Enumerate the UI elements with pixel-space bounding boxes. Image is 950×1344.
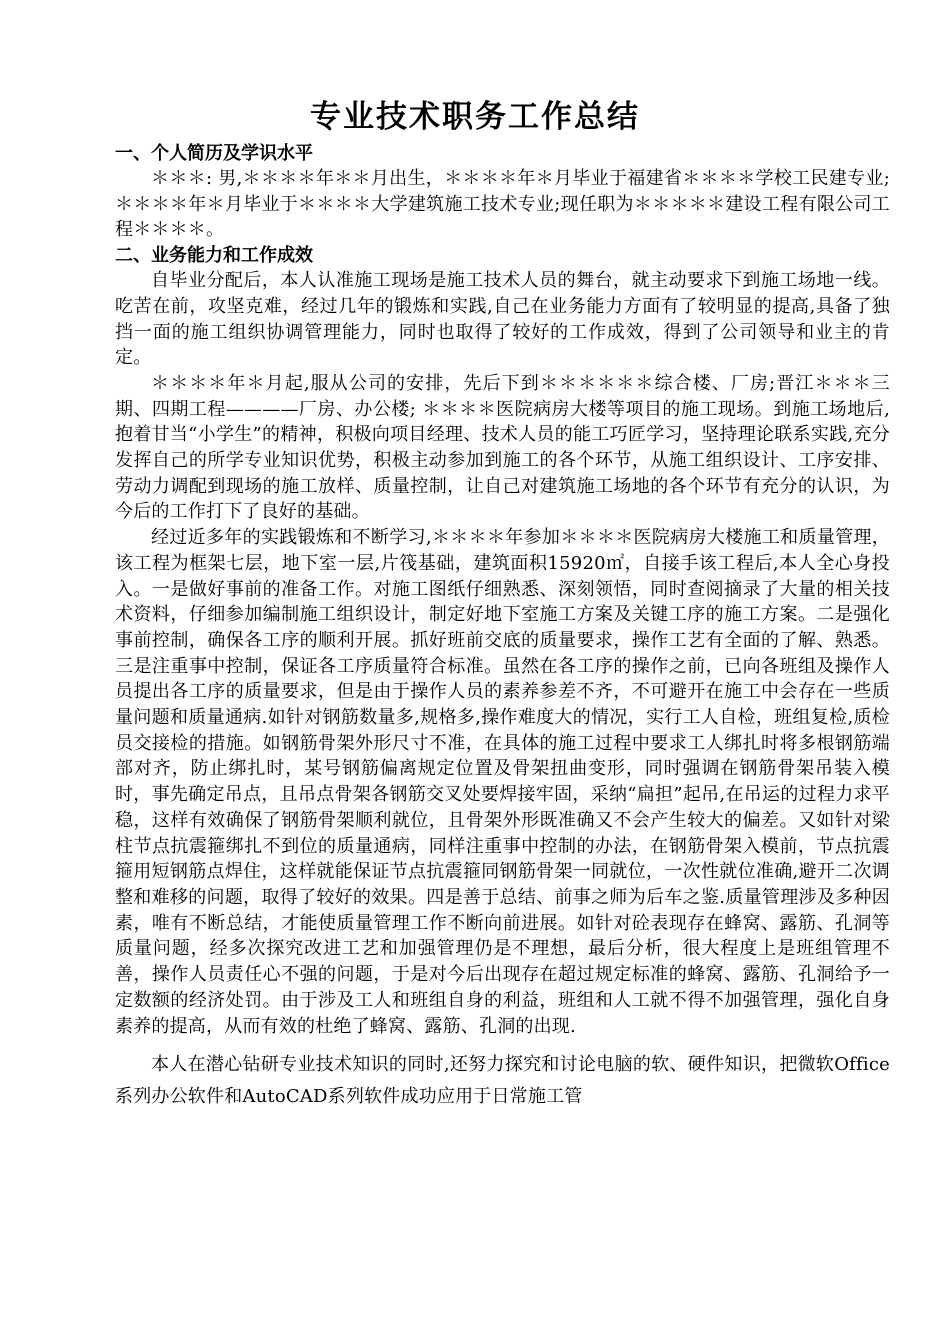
section-heading-performance: 二、业务能力和工作成效 bbox=[115, 245, 313, 267]
section-heading-resume: 一、个人简历及学识水平 bbox=[115, 143, 313, 164]
paragraph-performance-2: ＊＊＊＊年＊月起,服从公司的安排，先后下到＊＊＊＊＊＊综合楼、厂房;晋江＊＊＊三期、四期工程————厂房、办公楼; ＊＊＊＊医院病房大楼等项目的施工现场。到施工场地后,抱着甘当“小学生”的精神，积极向项目经理、技术人员的能工巧匠学习，坚持理论联系实践,充分发挥自己的所学专业知识优势，积极主动参加到施工的各个环节，从施工组织设计、工序安排、劳动力调配到现场的施工放样、质量控制，让自己对建筑施工场地的各个环节有充分的认识，为今后的工作打下了良好的基础。 bbox=[115, 372, 890, 523]
paragraph-performance-3: 经过近多年的实践锻炼和不断学习,＊＊＊＊年参加＊＊＊＊医院病房大楼施工和质量管理，该工程为框架七层，地下室一层,片筏基础，建筑面积15920㎡，自接手该工程后,本人全心身投入。一是做好事前的准备工作。对施工图纸仔细熟悉、深刻领悟，同时查阅摘录了大量的相关技术资料，仔细参加编制施工组织设计，制定好地下室施工方案及关键工序的施工方案。二是强化事前控制，确保各工序的顺利开展。抓好班前交底的质量要求，操作工艺有全面的了解、熟悉。三是注重事中控制，保证各工序质量符合标准。虽然在各工序的操作之前，已向各班组及操作人员提出各工序的质量要求，但是由于操作人员的素养参差不齐，不可避开在施工中会存在一些质量问题和质量通病.如针对钢筋数量多,规格多,操作难度大的情况，实行工人自检，班组复检,质检员交接检的措施。如钢筋骨架外形尺寸不准，在具体的施工过程中要求工人绑扎时将多根钢筋端部对齐，防止绑扎时，某号钢筋偏离规定位置及骨架扭曲变形，同时强调在钢筋骨架吊装入模时，事先确定吊点，且吊点骨架各钢筋交叉处要焊接牢固，采纳“扁担”起吊,在吊运的过程力求平稳，这样有效确保了钢筋骨架顺利就位，且骨架外形既准确又不会产生较大的偏差。又如针对梁柱节点抗震箍绑扎不到位的质量通病，同样注重事中控制的办法，在钢筋骨架入模前，节点抗震箍用短钢筋点焊住，这样就能保证节点抗震箍同钢筋骨架一同就位，一次性就位准确,避开二次调整和难移的问题，取得了较好的效果。四是善于总结、前事之师为后车之鉴.质量管理涉及多种因素，唯有不断总结，才能使质量管理工作不断向前进展。如针对砼表现存在蜂窝、露筋、孔洞等质量问题，经多次探究改进工艺和加强管理仍是不理想，最后分析，很大程度上是班组管理不善，操作人员责任心不强的问题，于是对今后出现存在超过规定标准的蜂窝、露筋、孔洞给予一定数额的经济处罚。由于涉及工人和班组自身的利益，班组和人工就不得不加强管理，强化自身素养的提高，从而有效的杜绝了蜂窝、露筋、孔洞的出现. bbox=[115, 527, 890, 1037]
paragraph-resume: ＊＊＊: 男,＊＊＊＊年＊＊月出生，＊＊＊＊年＊月毕业于福建省＊＊＊＊学校工民建专业; ＊＊＊＊年＊月毕业于＊＊＊＊大学建筑施工技术专业;现任职为＊＊＊＊＊建设工程有限公司工程＊＊＊＊。 bbox=[115, 168, 890, 241]
document-body bbox=[115, 141, 890, 1113]
paragraph-performance-1: 自毕业分配后，本人认准施工现场是施工技术人员的舞台，就主动要求下到施工场地一线。吃苦在前，攻坚克难，经过几年的锻炼和实践,自己在业务能力方面有了较明显的提高,具备了独挡一面的施工组织协调管理能力，同时也取得了较好的工作成效，得到了公司领导和业主的肯定。 bbox=[115, 270, 890, 369]
document-title: 专业技术职务工作总结 bbox=[310, 99, 640, 135]
paragraph-performance-4: 本人在潜心钻研专业技术知识的同时,还努力探究和讨论电脑的软、硬件知识，把微软Office系列办公软件和AutoCAD系列软件成功应用于日常施工管 bbox=[115, 1054, 890, 1108]
